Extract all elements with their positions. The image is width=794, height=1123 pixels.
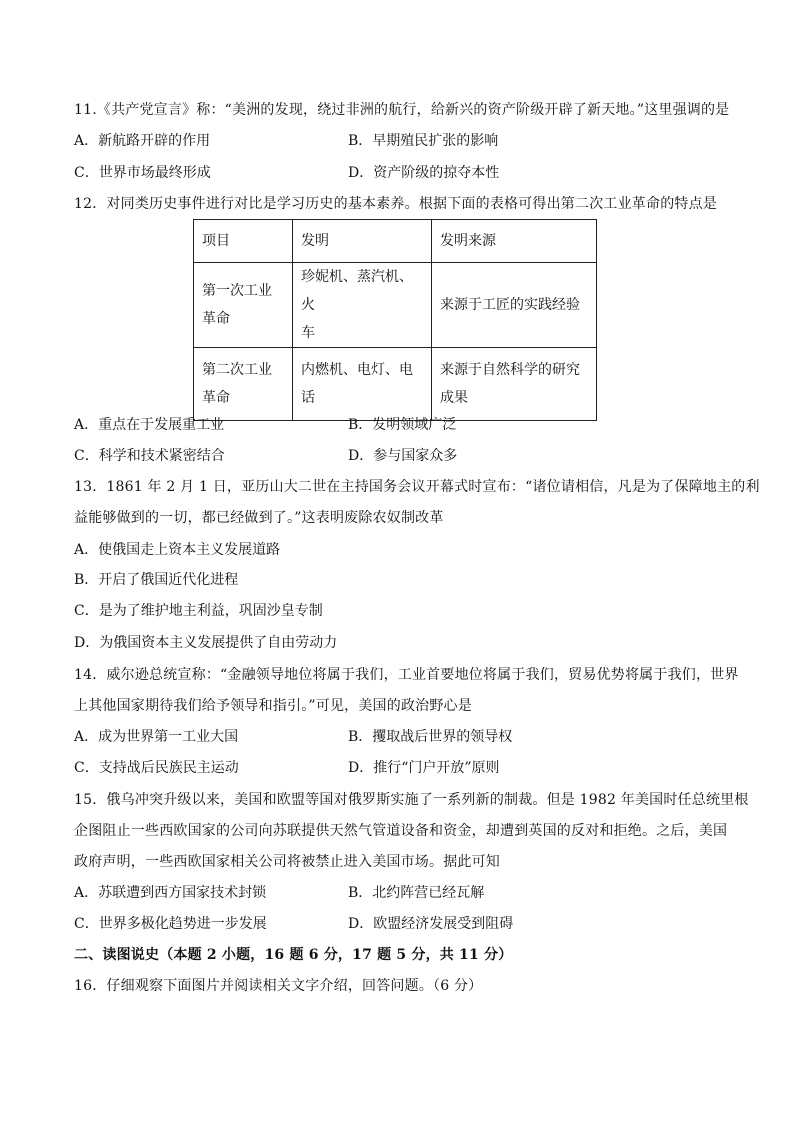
q15-stem-line2: 企图阻止一些西欧国家的公司向苏联提供天然气管道设备和资金，却遭到英国的反对和拒绝。之后，美国 xyxy=(74,823,728,839)
table-cell-source: 来源于工匠的实践经验 xyxy=(432,263,597,348)
q11-option-c: C．世界市场最终形成 xyxy=(74,165,211,181)
q13-option-d: D．为俄国资本主义发展提供了自由劳动力 xyxy=(74,635,338,651)
table-header-cell: 发明来源 xyxy=(432,220,597,263)
table-header-cell: 项目 xyxy=(194,220,293,263)
q12-stem: 12．对同类历史事件进行对比是学习历史的基本素养。根据下面的表格可得出第二次工业革命的特点是 xyxy=(74,196,718,212)
table-cell-item: 第二次工业 革命 xyxy=(194,348,293,421)
q16-stem: 16．仔细观察下面图片并阅读相关文字介绍，回答问题。（6 分） xyxy=(74,978,483,994)
q12-option-a: A．重点在于发展重工业 xyxy=(74,417,225,433)
table-cell-invention: 珍妮机、蒸汽机、火 车 xyxy=(293,263,432,348)
q12-option-d: D．参与国家众多 xyxy=(348,448,458,464)
q12-option-c: C．科学和技术紧密结合 xyxy=(74,448,225,464)
q11-option-b: B．早期殖民扩张的影响 xyxy=(348,133,499,149)
q15-stem-line3: 政府声明，一些西欧国家相关公司将被禁止进入美国市场。据此可知 xyxy=(74,854,500,870)
q14-stem-line2: 上其他国家期待我们给予领导和指引。”可见，美国的政治野心是 xyxy=(74,698,472,714)
q13-option-c: C．是为了维护地主利益，巩固沙皇专制 xyxy=(74,603,323,619)
q14-option-c: C．支持战后民族民主运动 xyxy=(74,760,239,776)
table-row xyxy=(194,348,597,421)
table-cell-invention: 内燃机、电灯、电话 xyxy=(293,348,432,421)
comparison-table xyxy=(193,219,597,421)
q15-option-c: C．世界多极化趋势进一步发展 xyxy=(74,916,267,932)
q14-option-b: B．攫取战后世界的领导权 xyxy=(348,729,513,745)
q13-stem-line1: 13．1861 年 2 月 1 日，亚历山大二世在主持国务会议开幕式时宣布：“诸位请相信，凡是为了保障地主的利 xyxy=(74,479,760,495)
q14-option-d: D．推行“门户开放”原则 xyxy=(348,760,500,776)
q11-option-d: D．资产阶级的掠夺本性 xyxy=(348,165,500,181)
table-cell-source: 来源于自然科学的研究 成果 xyxy=(432,348,597,421)
table-cell-item: 第一次工业 革命 xyxy=(194,263,293,348)
q15-option-b: B．北约阵营已经瓦解 xyxy=(348,885,485,901)
q15-option-d: D．欧盟经济发展受到阻碍 xyxy=(348,916,514,932)
q13-stem-line2: 益能够做到的一切，都已经做到了。”这表明废除农奴制改革 xyxy=(74,510,444,526)
q15-option-a: A．苏联遭到西方国家技术封锁 xyxy=(74,885,267,901)
table-header-cell: 发明 xyxy=(293,220,432,263)
section-heading: 二、读图说史（本题 2 小题，16 题 6 分，17 题 5 分，共 11 分） xyxy=(74,947,513,963)
table-row xyxy=(194,263,597,348)
q13-option-b: B．开启了俄国近代化进程 xyxy=(74,572,239,588)
q15-stem-line1: 15．俄乌冲突升级以来，美国和欧盟等国对俄罗斯实施了一系列新的制裁。但是 1982 年美国时任总统里根 xyxy=(74,792,749,808)
q12-option-b: B．发明领域广泛 xyxy=(348,417,457,433)
q11-stem: 11.《共产党宣言》称：“美洲的发现，绕过非洲的航行，给新兴的资产阶级开辟了新天地。”这里强调的是 xyxy=(74,102,730,118)
table-header-row xyxy=(194,220,597,263)
q13-option-a: A．使俄国走上资本主义发展道路 xyxy=(74,542,281,558)
q11-option-a: A．新航路开辟的作用 xyxy=(74,133,211,149)
q14-stem-line1: 14．威尔逊总统宣称：“金融领导地位将属于我们，工业首要地位将属于我们，贸易优势将属于我们，世界 xyxy=(74,667,739,683)
q14-option-a: A．成为世界第一工业大国 xyxy=(74,729,239,745)
